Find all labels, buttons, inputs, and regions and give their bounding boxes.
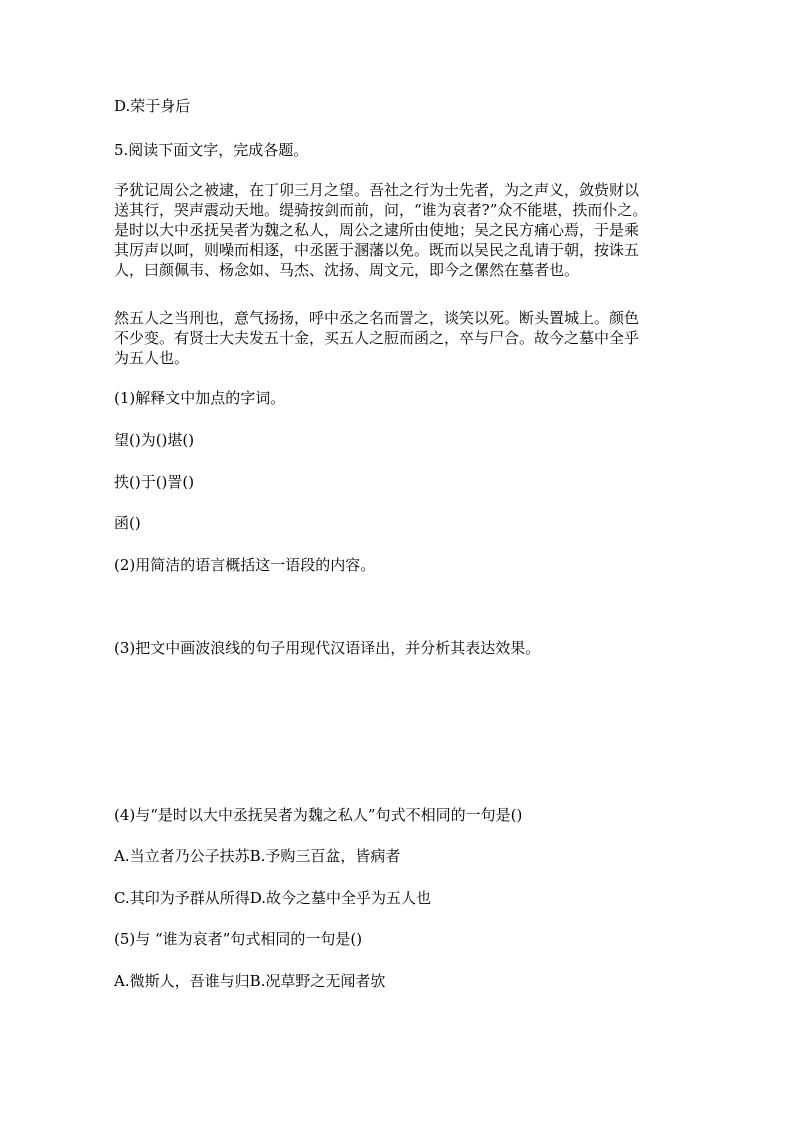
passage-1-line: 送其行，哭声震动天地。缇骑按剑而前，问，“谁为哀者?”众不能堪，抶而仆之。 bbox=[114, 201, 648, 219]
prev-option-d: D.荣于身后 bbox=[114, 97, 191, 115]
passage-1-line: 人，曰颜佩韦、杨念如、马杰、沈扬、周文元，即今之傫然在墓者也。 bbox=[114, 261, 580, 279]
subquestion-4: (4)与“是时以大中丞抚吴者为魏之私人”句式不相同的一句是() bbox=[114, 806, 523, 824]
subquestion-4-options-cd: C.其印为予群从所得D.故今之墓中全乎为五人也 bbox=[114, 889, 431, 907]
passage-paragraph-2 bbox=[114, 308, 676, 368]
passage-2-line: 为五人也。 bbox=[114, 349, 190, 367]
passage-1-line: 其厉声以呵，则噪而相逐，中丞匿于溷藩以免。既而以吴民之乱请于朝，按诛五 bbox=[114, 241, 640, 259]
question-5-heading: 5.阅读下面文字，完成各题。 bbox=[114, 141, 309, 159]
subquestion-1-row-1: 望()为()堪() bbox=[114, 431, 195, 449]
subquestion-2: (2)用简洁的语言概括这一语段的内容。 bbox=[114, 556, 376, 574]
subquestion-5: (5)与 “谁为哀者”句式相同的一句是() bbox=[114, 930, 363, 948]
passage-1-line: 予犹记周公之被逮，在丁卯三月之望。吾社之行为士先者，为之声义，敛赀财以 bbox=[114, 181, 640, 199]
subquestion-5-options-ab: A.微斯人，吾谁与归B.况草野之无闻者欤 bbox=[114, 972, 386, 990]
subquestion-1-row-2: 抶()于()詈() bbox=[114, 473, 195, 491]
subquestion-4-options-ab: A.当立者乃公子扶苏B.予购三百盆，皆病者 bbox=[114, 847, 401, 865]
subquestion-1-row-3: 函() bbox=[114, 514, 141, 532]
subquestion-1: (1)解释文中加点的字词。 bbox=[114, 389, 286, 407]
passage-1-line: 是时以大中丞抚吴者为魏之私人，周公之逮所由使地；吴之民方痛心焉，于是乘 bbox=[114, 221, 640, 239]
passage-2-line: 不少变。有贤士大夫发五十金，买五人之脰而函之，卒与尸合。故今之墓中全乎 bbox=[114, 329, 640, 347]
passage-paragraph-1 bbox=[114, 180, 676, 280]
passage-2-line: 然五人之当刑也，意气扬扬，呼中丞之名而詈之，谈笑以死。断头置城上。颜色 bbox=[114, 309, 640, 327]
subquestion-3: (3)把文中画波浪线的句子用现代汉语译出，并分析其表达效果。 bbox=[114, 639, 541, 657]
